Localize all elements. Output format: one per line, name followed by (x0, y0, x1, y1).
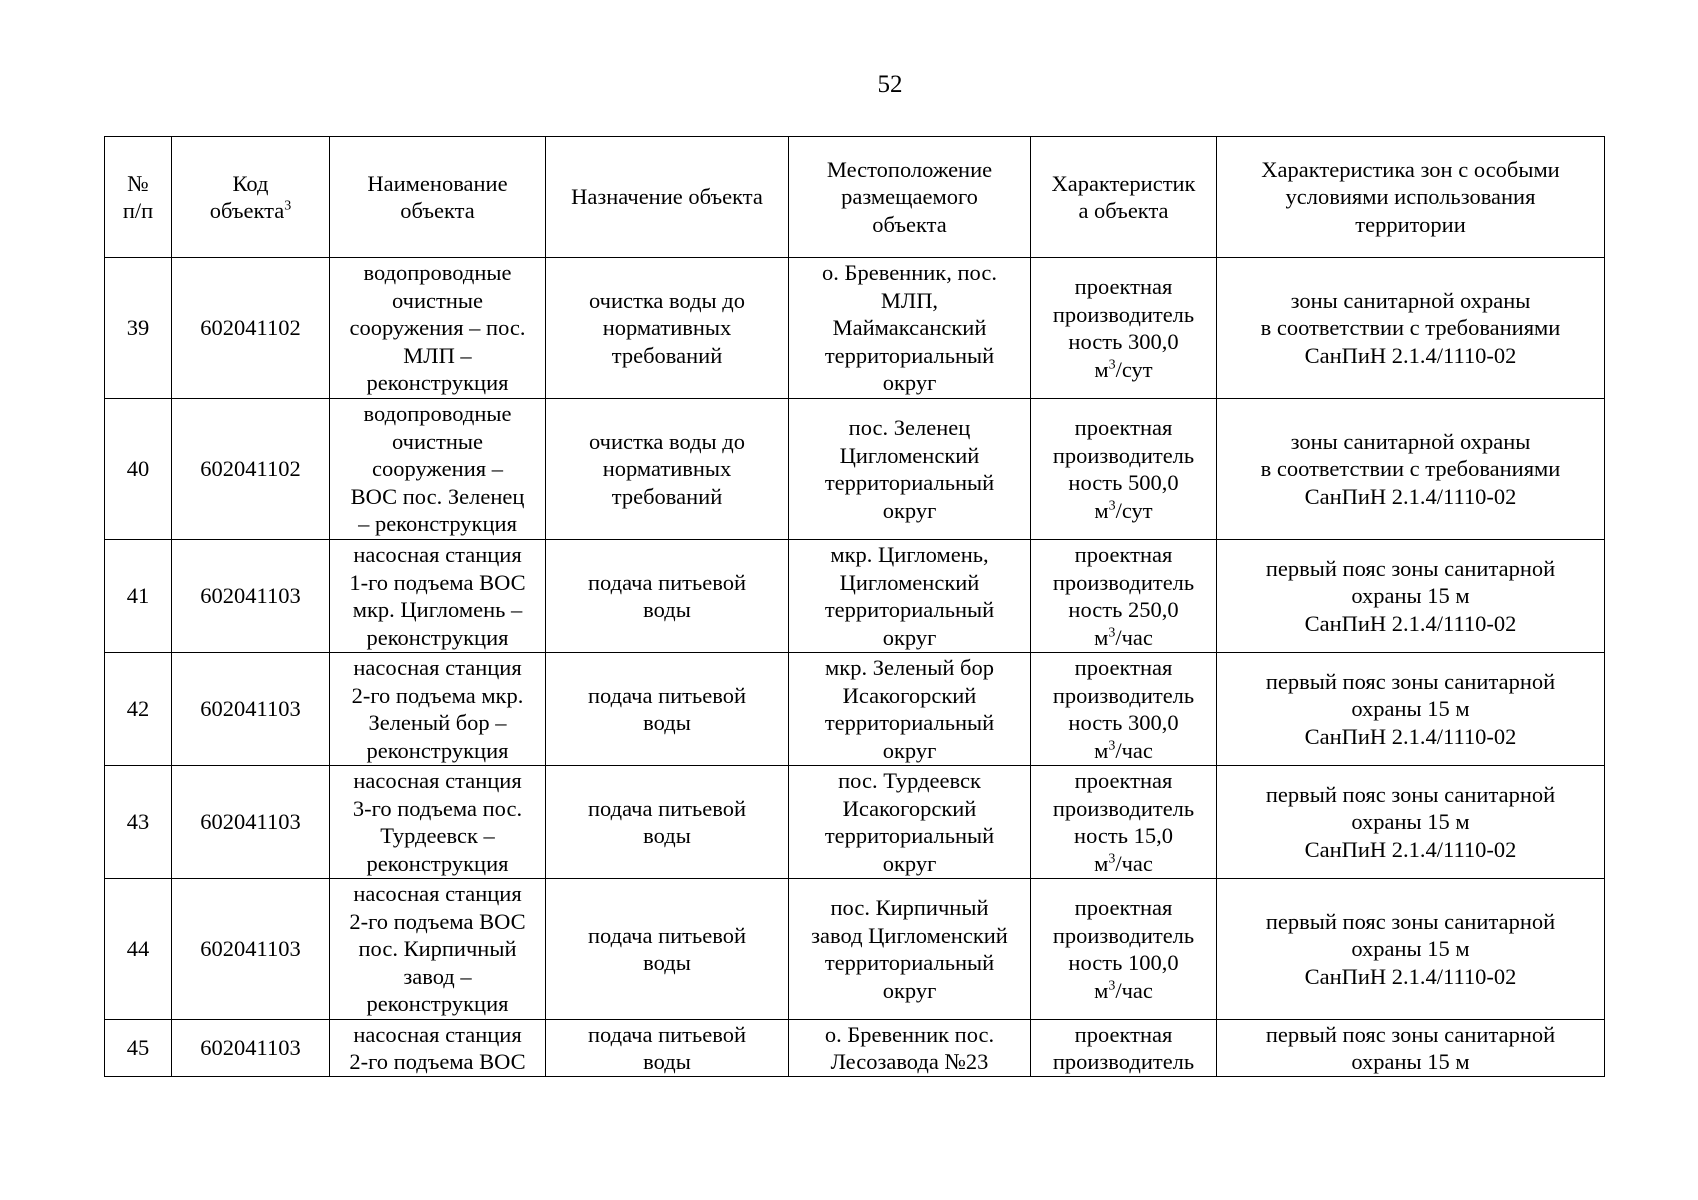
cell-location: пос. Турдеевск Исакогорский территориальный округ (789, 766, 1031, 879)
unit: $м^3$/сут (1094, 356, 1153, 382)
table-body (105, 258, 1605, 1077)
cell-purpose: очистка воды до нормативных требований (546, 258, 789, 399)
cell-purpose: подача питьевой воды (546, 653, 789, 766)
cell-characteristic: проектная производитель ность 100,0 $м^3$/час (1031, 879, 1217, 1020)
cell-characteristic: проектная производитель (1031, 1020, 1217, 1077)
header-num: № п/п (105, 137, 172, 258)
header-characteristic: Характеристик а объекта (1031, 137, 1217, 258)
footnote-marker: 3 (284, 198, 292, 214)
cell-location: пос. Кирпичный завод Цигломенский территориальный округ (789, 879, 1031, 1020)
header-name: Наименование объекта (330, 137, 546, 258)
cell-zone: зоны санитарной охраны в соответствии с требованиями СанПиН 2.1.4/1110-02 (1217, 258, 1605, 399)
table-row (105, 258, 1605, 399)
cell-zone: зоны санитарной охраны в соответствии с требованиями СанПиН 2.1.4/1110-02 (1217, 399, 1605, 540)
header-purpose: Назначение объекта (546, 137, 789, 258)
page-number: 52 (877, 71, 903, 98)
cell-characteristic: проектная производитель ность 500,0 $м^3$/сут (1031, 399, 1217, 540)
cell-name: насосная станция 2-го подъема ВОС (330, 1020, 546, 1077)
table-row (105, 879, 1605, 1020)
header-code: Код объекта$^3$ (172, 137, 330, 258)
cell-name: водопроводные очистные сооружения – пос. МЛП – реконструкция (330, 258, 546, 399)
cell-name: насосная станция 3-го подъема пос. Турдеевск – реконструкция (330, 766, 546, 879)
cell-code: 602041102 (172, 399, 330, 540)
cell-name: насосная станция 2-го подъема мкр. Зеленый бор – реконструкция (330, 653, 546, 766)
cell-num: 44 (105, 879, 172, 1020)
unit: $м^3$/час (1094, 850, 1153, 876)
cell-num: 42 (105, 653, 172, 766)
cell-zone: первый пояс зоны санитарной охраны 15 м СанПиН 2.1.4/1110-02 (1217, 879, 1605, 1020)
cell-location: мкр. Цигломень, Цигломенский территориальный округ (789, 540, 1031, 653)
cell-num: 45 (105, 1020, 172, 1077)
cell-name: насосная станция 2-го подъема ВОС пос. Кирпичный завод – реконструкция (330, 879, 546, 1020)
cell-location: о. Бревенник, пос. МЛП, Маймаксанский территориальный округ (789, 258, 1031, 399)
unit: $м^3$/час (1094, 977, 1153, 1003)
cell-zone: первый пояс зоны санитарной охраны 15 м СанПиН 2.1.4/1110-02 (1217, 540, 1605, 653)
cell-code: 602041102 (172, 258, 330, 399)
cell-name: водопроводные очистные сооружения – ВОС пос. Зеленец – реконструкция (330, 399, 546, 540)
cell-location: мкр. Зеленый бор Исакогорский территориальный округ (789, 653, 1031, 766)
cell-name: насосная станция 1-го подъема ВОС мкр. Цигломень – реконструкция (330, 540, 546, 653)
cell-characteristic: проектная производитель ность 250,0 $м^3$/час (1031, 540, 1217, 653)
table-header-row (105, 137, 1605, 258)
cell-characteristic: проектная производитель ность 300,0 $м^3$/час (1031, 653, 1217, 766)
cell-code: 602041103 (172, 1020, 330, 1077)
cell-code: 602041103 (172, 766, 330, 879)
cell-zone: первый пояс зоны санитарной охраны 15 м (1217, 1020, 1605, 1077)
cell-location: о. Бревенник пос. Лесозавода №23 (789, 1020, 1031, 1077)
table-row (105, 540, 1605, 653)
cell-code: 602041103 (172, 879, 330, 1020)
table-row (105, 399, 1605, 540)
cell-purpose: подача питьевой воды (546, 879, 789, 1020)
cell-num: 39 (105, 258, 172, 399)
cell-num: 40 (105, 399, 172, 540)
table-row (105, 653, 1605, 766)
cell-zone: первый пояс зоны санитарной охраны 15 м СанПиН 2.1.4/1110-02 (1217, 653, 1605, 766)
unit: $м^3$/час (1094, 624, 1153, 650)
cell-purpose: подача питьевой воды (546, 540, 789, 653)
unit: $м^3$/час (1094, 737, 1153, 763)
cell-num: 43 (105, 766, 172, 879)
cell-purpose: подача питьевой воды (546, 766, 789, 879)
cell-purpose: подача питьевой воды (546, 1020, 789, 1077)
cell-characteristic: проектная производитель ность 300,0 $м^3$/сут (1031, 258, 1217, 399)
cell-location: пос. Зеленец Цигломенский территориальный округ (789, 399, 1031, 540)
cell-characteristic: проектная производитель ность 15,0 $м^3$/час (1031, 766, 1217, 879)
objects-table (104, 136, 1605, 1077)
cell-zone: первый пояс зоны санитарной охраны 15 м СанПиН 2.1.4/1110-02 (1217, 766, 1605, 879)
header-zone: Характеристика зон с особыми условиями использования территории (1217, 137, 1605, 258)
table-row (105, 766, 1605, 879)
cell-num: 41 (105, 540, 172, 653)
header-location: Местоположение размещаемого объекта (789, 137, 1031, 258)
cell-purpose: очистка воды до нормативных требований (546, 399, 789, 540)
table-row (105, 1020, 1605, 1077)
cell-code: 602041103 (172, 540, 330, 653)
unit: $м^3$/сут (1094, 497, 1153, 523)
cell-code: 602041103 (172, 653, 330, 766)
